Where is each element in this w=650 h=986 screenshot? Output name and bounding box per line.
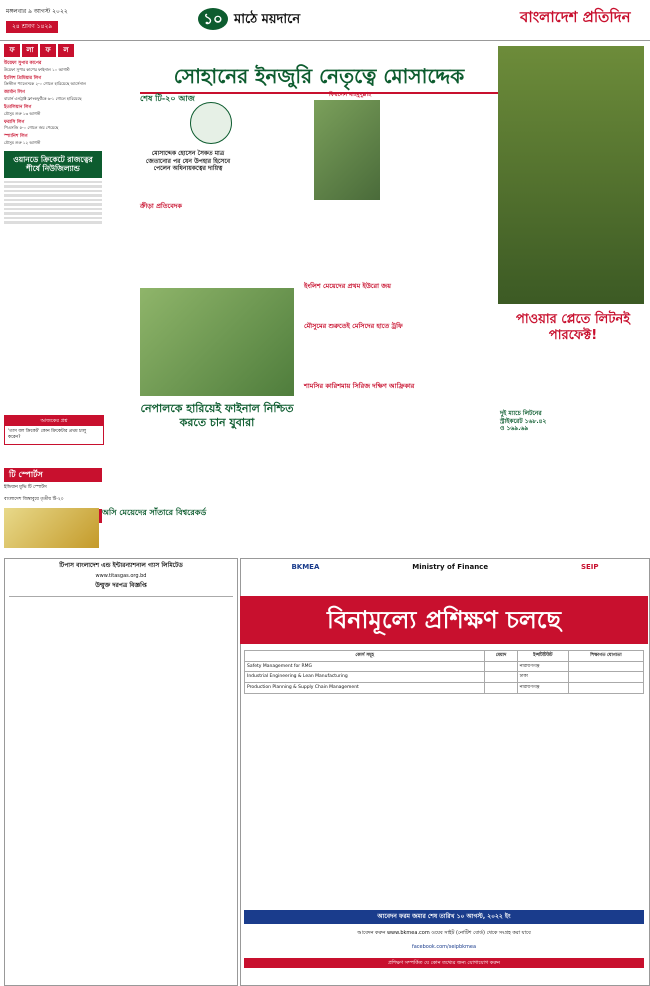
quiz-box [4,415,104,445]
tender-website[interactable]: www.titasgas.org.bd [95,572,147,579]
ministry-logo: Ministry of Finance [412,563,489,571]
newspaper-logo: বাংলাদেশ প্রতিদিন [520,8,631,26]
olympic-headline: অসি মেয়েদের সাঁতারে বিশ্বরেকর্ড [102,508,207,517]
page-date: মঙ্গলবার ৯ আগস্ট ২০২২ [6,8,68,15]
tender-title: টিপাস বাংলাদেশ এন্ড ইন্টারন্যাশনাল গ্যাস লিমিটেড [59,562,183,569]
page-header [0,0,650,41]
bkmea-logo: BKMEA [291,563,320,571]
brief-item: ইতালিয়ান লিগ মৌসুম শুরু ১৩ আগস্ট [4,104,41,116]
bcb-logo-icon [190,102,232,144]
substory-headline: মৌসুমের শুরুতেই মেসিদের হাতে ট্রফি [304,322,403,330]
brief-item: উয়েফা সুপার কাপের উয়েফা সুপার কাপের ফাইনাল ১০ আগস্ট [4,61,70,72]
player-photo [314,100,380,200]
brief-item: ইংলিশ প্রিমিয়ার লিগ ক্রিস্টাল প্যালেসকে ২-০ গোলে হারিয়েছে আর্সেনাল [4,75,86,87]
player-caption: ফিরলেন মাহমুদুল্লাহ [328,92,371,98]
pull-quote: মোসাদ্দেক হোসেন সৈকত মাত্র জেতানোর পর যেন উপহার হিসেবে পেলেন অধিনায়কত্বের দায়িত্ব [145,150,231,172]
swimmers-photo [4,508,99,548]
deadline-banner: আবেদন ফরম জমার শেষ তারিখ ১০ আগস্ট, ২০২২ ইং [244,910,644,924]
brief-item: স্প্যানিশ লিগ মৌসুম শুরু ১২ আগস্ট [4,134,41,145]
tsports-title: টি স্পোর্টস [4,468,102,482]
left-column [4,44,102,226]
page-number: ১০ [198,8,228,30]
brief-item: ফরাসি লিগ পিএসজি ৫-০ গোলে জয় পেয়েছে [4,119,59,131]
seip-logo: SEIP [580,563,599,571]
facebook-link[interactable]: facebook.com/seipbkmea [411,944,477,950]
team-photo [140,288,294,396]
main-headline: সোহানের ইনজুরি নেতৃত্বে মোসাদ্দেক [140,64,498,94]
brief-item: জার্মান লিগ বায়ার্ন এনট্রাক্ট ফ্রাংকফুর্টকে ৬-১ গোলে হারিয়েছে [4,90,82,101]
subhead: শেষ টি-২০ আজ [140,94,195,103]
ad-banner: বিনামূল্যে প্রশিক্ষণ চলছে [240,596,648,644]
litton-stat: দুই ম্যাচে লিটনের স্ট্রাইকরেট ১৬৮.৪২ ও ১৬৯.৬৯ [500,410,547,432]
course-table: কোর্স সমূহ মেয়াদ ইন্সটিটিউট শিক্ষাগত যোগ্যতা Safety Management for RMG নারায়ণগঞ্জ Industrial Engineering & Lean Manufacturing ঢাকা Production Planning & Supply Chain Management নারায়ণগঞ্জ [244,650,644,694]
tsports-item: ইন্ডিয়ান মুভি টি স্পোর্টস [4,485,47,490]
litton-headline: পাওয়ার প্লেতে লিটনই পারফেক্ট! [516,312,630,344]
bangla-date: ২৪ শ্রাবণ ১৪২৯ [6,21,58,33]
quiz-question: 'তাস বল ক্রিকেট' কোন ক্রিকেটার প্রথম চালু করেন? [8,429,87,440]
tender-notice-title: উন্মুক্ত দরপত্র বিজ্ঞপ্তি [95,581,147,589]
tender-notice [4,558,238,986]
womens-headline: নেপালকে হারিয়েই ফাইনাল নিশ্চিত করতে চান যুবারা [140,402,294,429]
section-title: মাঠে ময়দানে [234,12,301,27]
substory-headline: ইংলিশ মেয়েদের প্রথম ইউরো জয় [304,282,391,290]
ad-website[interactable]: আবেদন করুন www.bkmea.com ওয়েব সাইট (নোটিশ বোর্ড) থেকে সংগ্রহ করা যাবে [357,930,531,936]
contact-line: প্রশিক্ষণ সম্পর্কিত যে কোন তথ্যের জন্য যোগাযোগ করুন [244,958,644,968]
quiz-header: আজকের প্রশ্ন [5,416,103,426]
feature-body [4,181,102,224]
substory-headline: শামসির কারিশমায় সিরিজ দক্ষিণ আফ্রিকার [304,382,415,390]
feature-headline: ওয়ানডে ক্রিকেটে রাজত্বের শীর্ষে নিউজিল্যান্ড [4,151,102,178]
story-body: ক্রীড়া প্রতিবেদক [140,202,182,210]
batsman-photo [498,46,644,304]
brief-list [4,61,102,145]
tsports-item: বাংলাদেশ জিম্বাবুয়ে তৃতীয় টি-২০ [4,496,64,502]
ff-badge: ফ লা ফ ল [4,44,102,57]
